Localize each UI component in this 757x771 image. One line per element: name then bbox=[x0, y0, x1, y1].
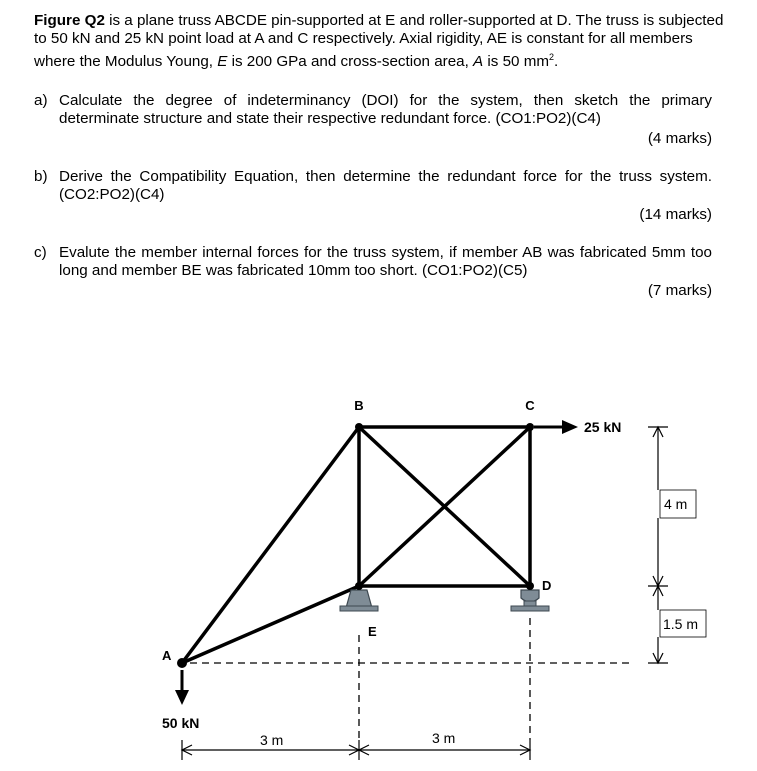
member-ae bbox=[182, 586, 359, 663]
member-ab bbox=[182, 427, 359, 663]
question-c-text: Evalute the member internal forces for the truss system, if member AB was fabricated 5mm too long and member BE was fabricated 10mm too short. (CO1:PO2)(C5) bbox=[59, 244, 712, 279]
horizontal-dimensions bbox=[182, 740, 530, 760]
reference-lines bbox=[190, 618, 630, 740]
roller-support-d bbox=[511, 590, 549, 611]
question-a bbox=[34, 92, 712, 128]
question-c-marks: (7 marks) bbox=[647, 282, 712, 299]
intro-text-2: is 200 GPa and cross-section area, bbox=[227, 53, 474, 71]
question-a-marks: (4 marks) bbox=[647, 130, 712, 147]
load-arrow-c bbox=[534, 420, 578, 434]
node-label-b: B bbox=[354, 398, 364, 413]
question-b-text: Derive the Compatibility Equation, then determine the redundant force for the truss system.(CO2:PO2)(C4) bbox=[59, 168, 712, 203]
question-c bbox=[34, 244, 712, 280]
figure-label: Figure Q2 bbox=[34, 12, 105, 29]
node-label-c: C bbox=[525, 398, 535, 413]
load-arrow-a bbox=[175, 670, 189, 705]
question-a-label: a) bbox=[34, 92, 48, 109]
area-symbol: A bbox=[473, 53, 484, 71]
question-a-text: Calculate the degree of indeterminancy (DOI) for the system, then sketch the primary determinate structure and state their respective redundant force. (CO1:PO2)(C4) bbox=[59, 92, 712, 127]
problem-statement bbox=[34, 12, 724, 71]
intro-text-3: is 50 mm bbox=[483, 53, 549, 71]
joints bbox=[177, 423, 534, 668]
load-label-25kn: 25 kN bbox=[584, 419, 622, 435]
question-b bbox=[34, 168, 712, 204]
node-label-a: A bbox=[162, 648, 172, 663]
dim-label-1-5m: 1.5 m bbox=[663, 616, 699, 632]
node-label-e: E bbox=[368, 624, 377, 639]
question-b-label: b) bbox=[34, 168, 48, 185]
joint-c bbox=[526, 423, 534, 431]
dim-label-3m-left: 3 m bbox=[260, 732, 284, 748]
intro-text-4: . bbox=[554, 53, 559, 71]
dim-label-4m: 4 m bbox=[664, 496, 688, 512]
modulus-symbol: E bbox=[217, 53, 228, 71]
truss-members bbox=[182, 427, 530, 663]
question-b-marks: (14 marks) bbox=[639, 206, 712, 223]
dim-label-3m-right: 3 m bbox=[432, 730, 456, 746]
question-c-label: c) bbox=[34, 244, 47, 261]
truss-diagram bbox=[0, 380, 757, 771]
joint-b bbox=[355, 423, 363, 431]
load-label-50kn: 50 kN bbox=[162, 715, 200, 731]
node-label-d: D bbox=[542, 578, 552, 593]
superscript-2: 2 bbox=[549, 52, 555, 62]
intro-text-1: is a plane truss ABCDE pin-supported at E and roller-supported at D. The truss is subjected to 50 kN and 25 kN point load at A and C respectively. Axial rigidity, AE is constant for all members where the Modulus Young, bbox=[34, 12, 724, 71]
joint-a bbox=[177, 658, 187, 668]
joint-e bbox=[355, 582, 363, 590]
joint-d bbox=[526, 582, 534, 590]
